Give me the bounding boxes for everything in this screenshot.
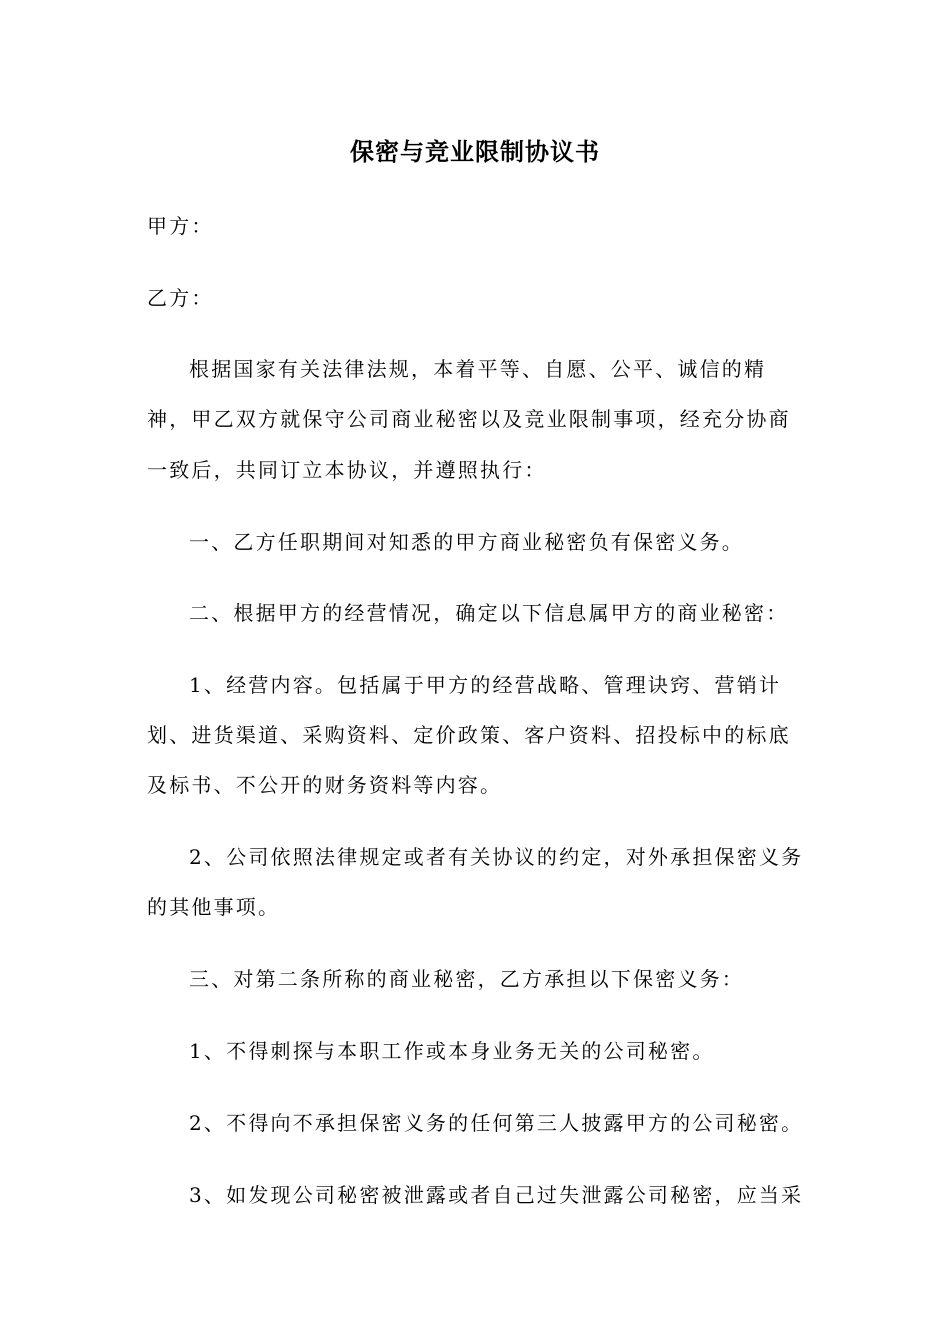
clause-3-item-2: 2、不得向不承担保密义务的任何第三人披露甲方的公司秘密。	[189, 1111, 804, 1135]
clause-1: 一、乙方任职期间对知悉的甲方商业秘密负有保密义务。	[189, 530, 744, 554]
clause-2-item-2-line: 的其他事项。	[147, 895, 281, 919]
preamble-line: 一致后，共同订立本协议，并遵照执行：	[147, 458, 547, 482]
document-title: 保密与竞业限制协议书	[350, 138, 600, 166]
party-a-label: 甲方：	[147, 214, 214, 238]
preamble-line: 根据国家有关法律法规，本着平等、自愿、公平、诚信的精	[189, 357, 767, 381]
party-b-label: 乙方：	[147, 286, 214, 310]
clause-2-item-1-line: 及标书、不公开的财务资料等内容。	[147, 773, 503, 797]
clause-2-item-2-line: 2、公司依照法律规定或者有关协议的约定，对外承担保密义务	[189, 845, 804, 869]
clause-2-item-1-line: 1、经营内容。包括属于甲方的经营战略、管理诀窍、营销计	[189, 673, 782, 697]
clause-2: 二、根据甲方的经营情况，确定以下信息属甲方的商业秘密：	[189, 601, 789, 625]
clause-3-item-3: 3、如发现公司秘密被泄露或者自己过失泄露公司秘密，应当采	[189, 1183, 804, 1207]
clause-2-item-1-line: 划、进货渠道、采购资料、定价政策、客户资料、招投标中的标底	[147, 723, 791, 747]
clause-3: 三、对第二条所称的商业秘密，乙方承担以下保密义务：	[189, 967, 744, 991]
clause-3-item-1: 1、不得刺探与本职工作或本身业务无关的公司秘密。	[189, 1039, 715, 1063]
preamble-line: 神，甲乙双方就保守公司商业秘密以及竞业限制事项，经充分协商	[147, 407, 791, 431]
